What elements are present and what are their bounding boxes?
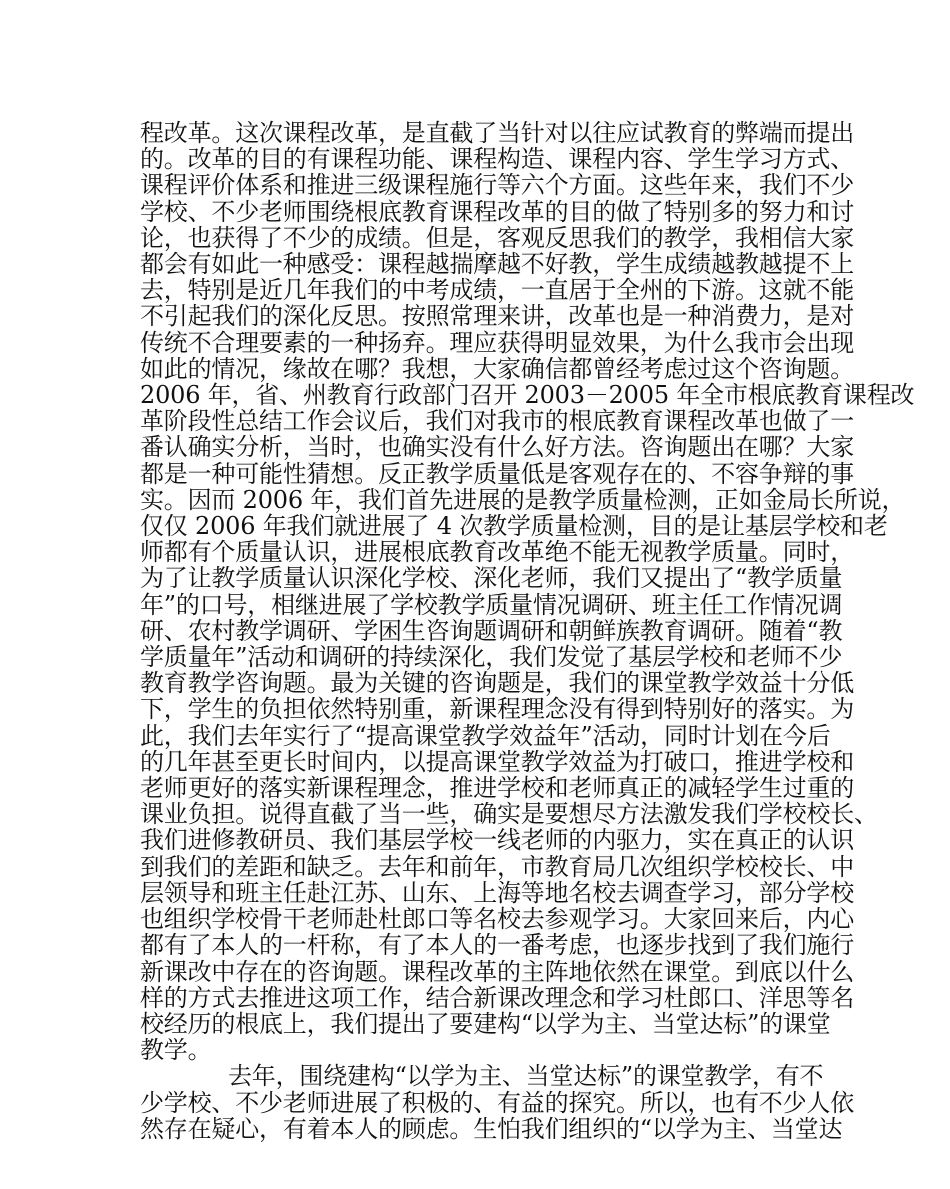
body-text (140, 119, 915, 1143)
text-line-16: 仅仅 2006 年我们就进展了 4 次教学质量检测，目的是让基层学校和老 (140, 512, 888, 541)
text-line-10: 如此的情况，缘故在哪？我想，大家确信都曾经考虑过这个咨询题。 (140, 354, 854, 383)
text-line-14: 都是一种可能性猜想。反正教学质量低是客观存在的、不容争辩的事 (140, 459, 854, 488)
text-line-27: 课业负担。说得直截了当一些，确实是要想尽方法激发我们学校校长、 (140, 800, 878, 829)
text-line-23: 下，学生的负担依然特别重，新课程理念没有得到特别好的落实。为 (140, 695, 854, 724)
text-line-20: 研、农村教学调研、学困生咨询题调研和朝鲜族教育调研。随着“教 (140, 616, 843, 645)
text-line-6: 都会有如此一种感受：课程越揣摩越不好教，学生成绩越教越提不上 (140, 250, 854, 279)
text-line-7: 去，特别是近几年我们的中考成绩，一直居于全州的下游。这就不能 (140, 276, 854, 305)
text-line-37: 去年，围绕建构“以学为主、当堂达标”的课堂教学，有不 (228, 1062, 824, 1091)
text-line-19: 年”的口号，相继进展了学校教学质量情况调研、班主任工作情况调 (140, 590, 843, 619)
text-line-26: 老师更好的落实新课程理念，推进学校和老师真正的减轻学生过重的 (140, 774, 854, 803)
text-line-22: 教育教学咨询题。最为关键的咨询题是，我们的课堂教学效益十分低 (140, 669, 854, 698)
text-line-1: 程改革。这次课程改革，是直截了当针对以往应试教育的弊端而提出 (140, 119, 854, 147)
text-line-30: 层领导和班主任赴江苏、山东、上海等地名校去调查学习，部分学校 (140, 878, 854, 907)
text-line-24: 此，我们去年实行了“提高课堂教学效益年”活动，同时计划在今后 (140, 721, 831, 750)
text-line-28: 我们进修教研员、我们基层学校一线老师的内驱力，实在真正的认识 (140, 826, 854, 855)
text-line-12: 革阶段性总结工作会议后，我们对我市的根底教育课程改革也做了一 (140, 407, 854, 436)
text-line-21: 学质量年”活动和调研的持续深化，我们发觉了基层学校和老师不少 (140, 643, 843, 672)
text-line-33: 新课改中存在的咨询题。课程改革的主阵地依然在课堂。到底以什么 (140, 957, 854, 986)
text-line-13: 番认确实分析，当时，也确实没有什么好方法。咨询题出在哪？大家 (140, 433, 854, 462)
text-line-15: 实。因而 2006 年，我们首先进展的是教学质量检测，正如金局长所说， (140, 485, 906, 514)
text-line-25: 的几年甚至更长时间内，以提高课堂教学效益为打破口，推进学校和 (140, 747, 854, 776)
text-line-3: 课程评价体系和推进三级课程施行等六个方面。这些年来，我们不少 (140, 171, 854, 200)
text-line-31: 也组织学校骨干老师赴杜郎口等名校去参观学习。大家回来后，内心 (140, 905, 854, 934)
text-line-34: 样的方式去推进这项工作，结合新课改理念和学习杜郎口、洋思等名 (140, 983, 854, 1012)
text-line-8: 不引起我们的深化反思。按照常理来讲，改革也是一种消费力，是对 (140, 302, 854, 331)
text-line-4: 学校、不少老师围绕根底教育课程改革的目的做了特别多的努力和讨 (140, 197, 854, 226)
text-line-29: 到我们的差距和缺乏。去年和前年，市教育局几次组织学校校长、中 (140, 852, 854, 881)
text-line-36: 教学。 (140, 1036, 212, 1065)
text-line-5: 论，也获得了不少的成绩。但是，客观反思我们的教学，我相信大家 (140, 223, 854, 252)
text-line-11: 2006 年，省、州教育行政部门召开 2003－2005 年全市根底教育课程改 (140, 381, 915, 410)
text-line-17: 师都有个质量认识，进展根底教育改革绝不能无视教学质量。同时， (140, 538, 854, 567)
text-line-39: 然存在疑心，有着本人的顾虑。生怕我们组织的“以学为主、当堂达 (140, 1114, 843, 1143)
text-line-38: 少学校、不少老师进展了积极的、有益的探究。所以，也有不少人依 (140, 1088, 854, 1117)
text-line-35: 校经历的根底上，我们提出了要建构“以学为主、当堂达标”的课堂 (140, 1009, 831, 1038)
text-line-18: 为了让教学质量认识深化学校、深化老师，我们又提出了“教学质量 (140, 564, 843, 593)
text-line-2: 的。改革的目的有课程功能、课程构造、课程内容、学生学习方式、 (140, 145, 854, 174)
text-line-9: 传统不合理要素的一种扬弃。理应获得明显效果，为什么我市会出现 (140, 328, 854, 357)
text-line-32: 都有了本人的一杆称，有了本人的一番考虑，也逐步找到了我们施行 (140, 931, 854, 960)
